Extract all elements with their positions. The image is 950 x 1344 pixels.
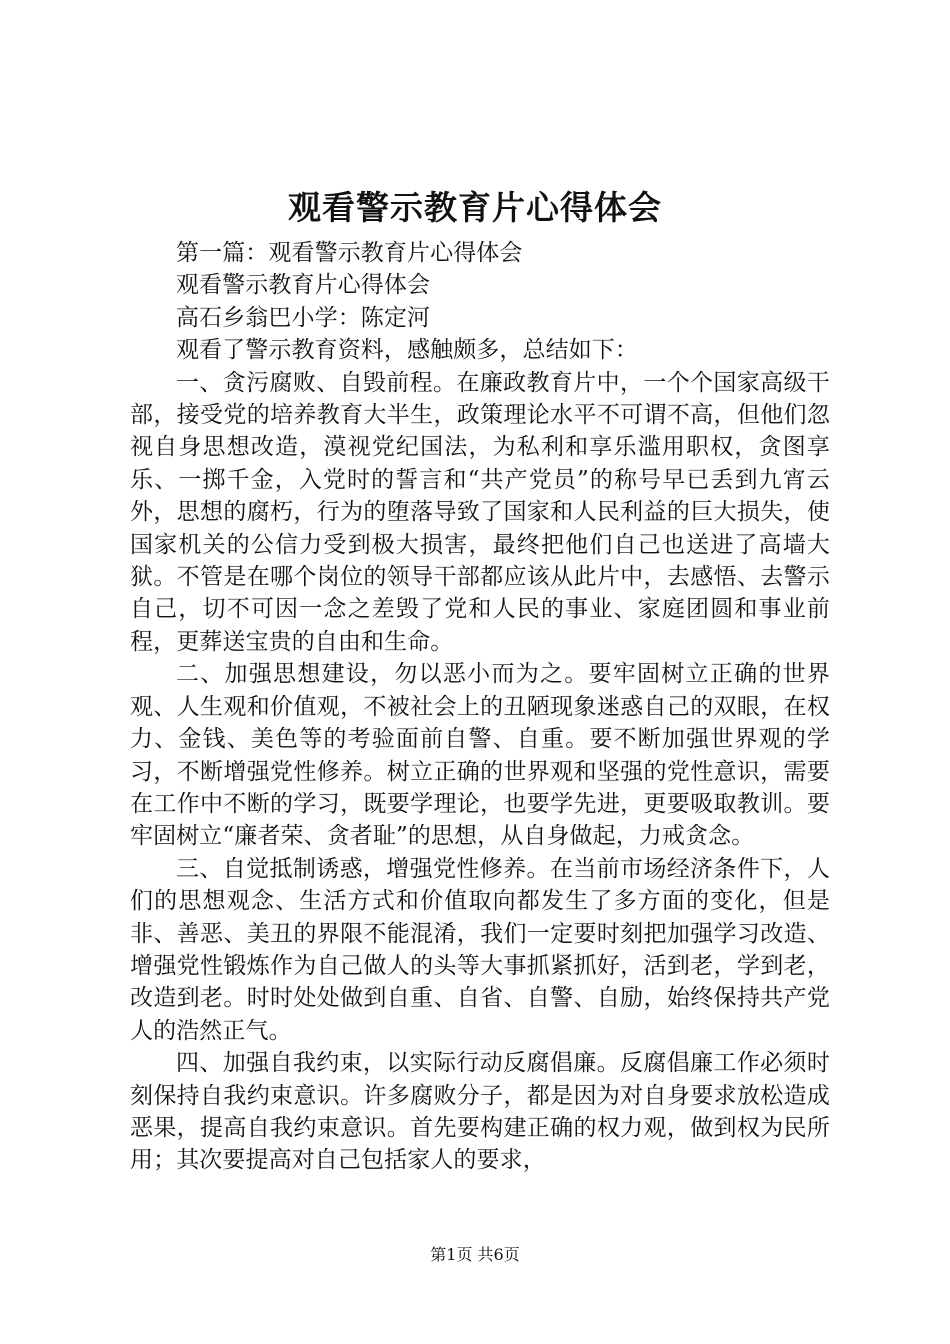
- paragraph-point-4: 四、加强自我约束，以实际行动反腐倡廉。反腐倡廉工作必须时刻保持自我约束意识。许多腐败分子，都是因为对自身要求放松造成恶果，提高自我约束意识。首先要构建正确的权力观，做到权为民所用；其次要提高对自己包括家人的要求，: [130, 1050, 830, 1174]
- document-body: [130, 237, 830, 1177]
- page-number-footer: 第1页 共6页: [430, 1245, 520, 1264]
- paragraph-point-3: 三、自觉抵制诱惑，增强党性修养。在当前市场经济条件下，人们的思想观念、生活方式和价值取向都发生了多方面的变化，但是非、善恶、美丑的界限不能混淆，我们一定要时刻把加强学习改造、增强党性锻炼作为自己做人的头等大事抓紧抓好，活到老，学到老，改造到老。时时处处做到自重、自省、自警、自励，始终保持共产党人的浩然正气。: [130, 855, 830, 1044]
- document-title: 观看警示教育片心得体会: [288, 188, 662, 227]
- paragraph-point-1: 一、贪污腐败、自毁前程。在廉政教育片中，一个个国家高级干部，接受党的培养教育大半生，政策理论水平不可谓不高，但他们忽视自身思想改造，漠视党纪国法，为私利和享乐滥用职权，贪图享乐、一掷千金，入党时的誓言和“共产党员”的称号早已丢到九宵云外，思想的腐朽，行为的堕落导致了国家和人民利益的巨大损失，使国家机关的公信力受到极大损害，最终把他们自己也送进了高墙大狱。不管是在哪个岗位的领导干部都应该从此片中，去感悟、去警示自己，切不可因一念之差毁了党和人民的事业、家庭团圆和事业前程，更葬送宝贵的自由和生命。: [130, 369, 830, 655]
- paragraph-subtitle: 观看警示教育片心得体会: [176, 272, 431, 299]
- paragraph-intro: 观看了警示教育资料，感触颇多，总结如下：: [176, 337, 638, 364]
- paragraph-point-2: 二、加强思想建设，勿以恶小而为之。要牢固树立正确的世界观、人生观和价值观，不被社会上的丑陋现象迷惑自己的双眼，在权力、金钱、美色等的考验面前自警、自重。要不断加强世界观的学习，不断增强党性修养。树立正确的世界观和坚强的党性意识，需要在工作中不断的学习，既要学理论，也要学先进，更要吸取教训。要牢固树立“廉者荣、贪者耻”的思想，从自身做起，力戒贪念。: [130, 661, 830, 850]
- paragraph-section-heading: 第一篇：观看警示教育片心得体会: [176, 240, 523, 266]
- paragraph-author: 高石乡翁巴小学：陈定河: [176, 304, 431, 331]
